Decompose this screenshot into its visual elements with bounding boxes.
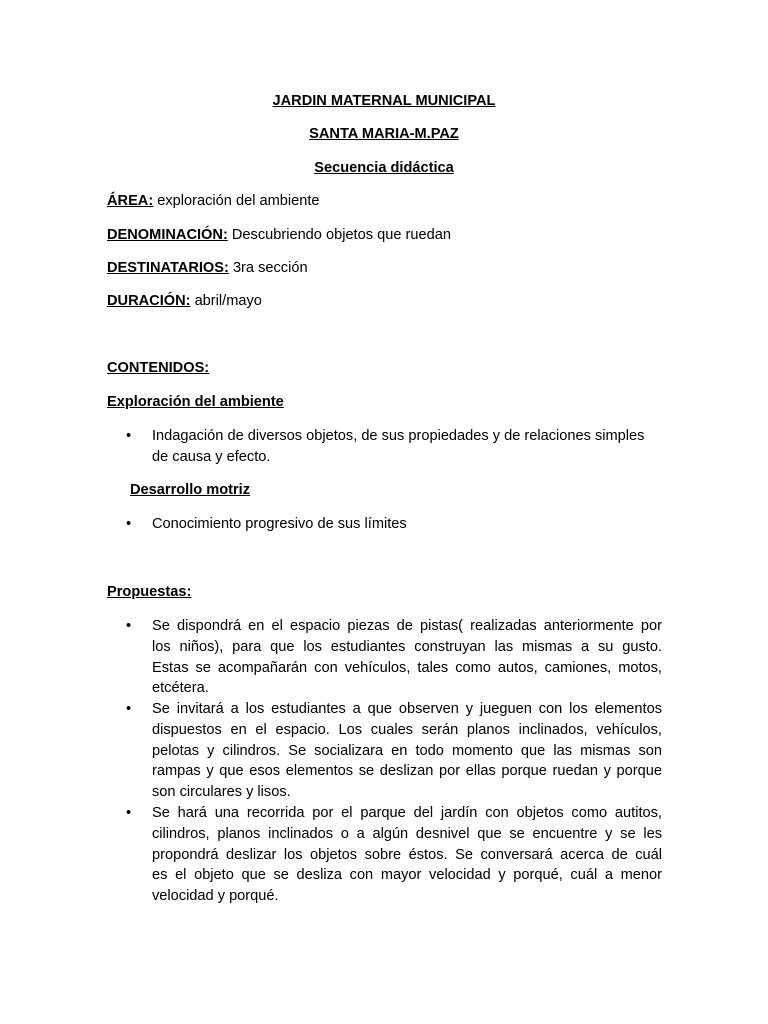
exploracion-bullet-text [152,426,662,468]
text-line: velocidad y porqué. [152,888,279,905]
desarrollo-heading: Desarrollo motriz [130,482,251,498]
text-line: etcétera. [152,680,209,697]
text-line: son circulares y lisos. [152,784,291,801]
text-line: Estas se acompañarán con vehículos, tales como autos, camiones, motos, [152,659,662,676]
text-line: Se dispondrá en el espacio piezas de pistas( realizadas anteriormente por [152,618,662,634]
propuestas-heading: Propuestas: [107,584,192,600]
school-location: SANTA MARIA-M.PAZ [309,126,459,142]
destinatarios-row [107,259,308,277]
bullet-icon: • [126,618,132,634]
bullet-icon: • [126,701,132,717]
propuesta-item [152,699,662,803]
text-line: pelotas y cilindros. Se socializara en todo momento que las mismas son [152,742,662,759]
text-line: los niños), para que los estudiantes construyan las mismas a su gusto. [152,638,662,655]
duracion-label: DURACIÓN: [107,293,191,309]
text-line: Conocimiento progresivo de sus límites [152,516,407,532]
area-label: ÁREA: [107,193,154,209]
text-line: es el objeto que se desliza con mayor velocidad y porqué, cuál a menor [152,867,662,884]
area-row [107,192,320,210]
bullet-icon: • [126,428,132,444]
text-line: de causa y efecto. [152,448,271,465]
text-line: Se hará una recorrida por el parque del jardín con objetos como autitos, [152,805,662,821]
duracion-value: abril/mayo [190,293,262,309]
school-name: JARDIN MATERNAL MUNICIPAL [272,93,496,109]
text-line: dispuestos en el espacio. Los cuales serán planos inclinados, vehículos, [152,721,662,738]
text-line: Se invitará a los estudiantes a que observen y jueguen con los elementos [152,701,662,717]
exploracion-heading: Exploración del ambiente [107,394,284,410]
destinatarios-value: 3ra sección [228,260,308,276]
text-line: propondrá deslizar los objetos sobre éstos. Se conversará acerca de cuál [152,846,662,863]
bullet-icon: • [126,516,132,532]
contenidos-heading: CONTENIDOS: [107,360,210,376]
bullet-icon: • [126,805,132,821]
text-line: Indagación de diversos objetos, de sus propiedades y de relaciones simples [152,428,645,444]
document-title: Secuencia didáctica [314,160,454,176]
text-line: cilindros, planos inclinados o a algún desnivel que se encuentre y se les [152,825,662,842]
denominacion-label: DENOMINACIÓN: [107,227,228,243]
text-line: rampas y que esos elementos se deslizan por ellas porque ruedan y porque [152,763,662,780]
area-value: exploración del ambiente [153,193,320,209]
desarrollo-bullet-text [152,514,662,535]
denominacion-row [107,226,451,244]
propuesta-item [152,616,662,699]
denominacion-value: Descubriendo objetos que ruedan [227,227,451,243]
propuesta-item [152,803,662,907]
duracion-row [107,292,262,310]
destinatarios-label: DESTINATARIOS: [107,260,229,276]
